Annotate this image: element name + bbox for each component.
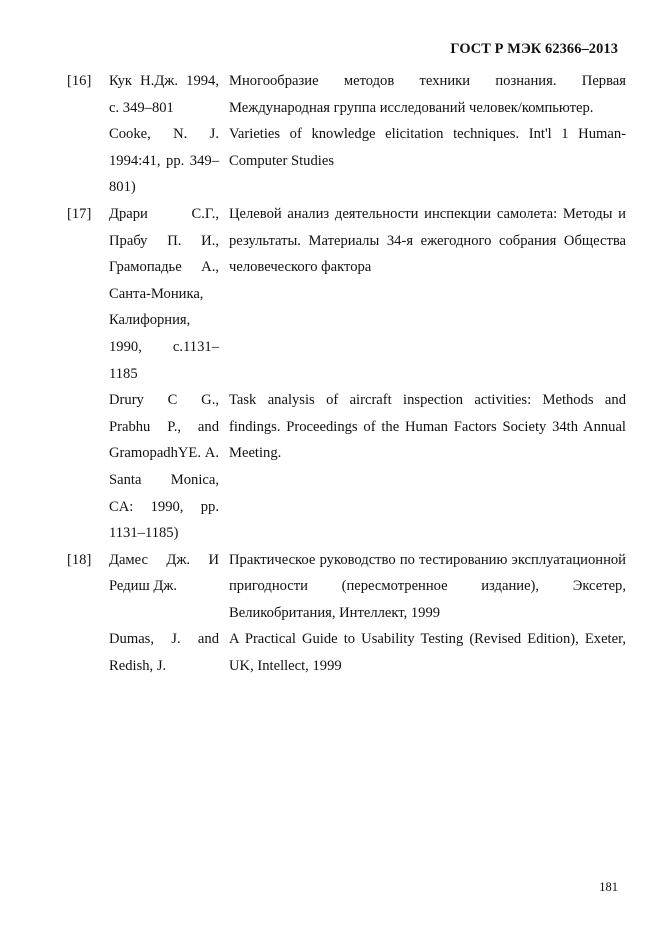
reference-number-spacer: [0, 121, 109, 201]
reference-authors: Кук Н.Дж. 1994, с. 349–801: [109, 73, 219, 116]
reference-row: [0, 626, 662, 679]
reference-authors: Драри С.Г., Прабу П. И., Грамопадье А., Санта-Моника, Калифорния, 1990, с.1131–1185: [109, 205, 219, 382]
reference-number: [17]: [67, 205, 92, 222]
reference-number-spacer: [0, 626, 109, 679]
reference-row: [0, 121, 662, 201]
reference-title: Многообразие методов техники познания. Первая Международная группа исследований человек/компьютер.: [229, 73, 626, 116]
reference-title: Varieties of knowledge elicitation techniques. Int'l 1 Human-Computer Studies: [229, 126, 626, 169]
reference-number: [16]: [67, 73, 92, 89]
reference-row: [0, 201, 662, 387]
reference-entry-16: [0, 68, 662, 201]
reference-row: [0, 547, 662, 627]
reference-authors: Dumas, J. and Redish, J.: [109, 631, 219, 675]
reference-title: Целевой анализ деятельности инспекции самолета: Методы и результаты. Материалы 34-я ежегодного собрания Общества человеческого фактора: [229, 205, 626, 276]
reference-authors: Drury C G., Prabhu P., and GramopadhYE. A. Santa Monica, CA: 1990, pp. 1131–1185): [109, 392, 219, 542]
reference-row: [0, 387, 662, 547]
reference-authors: Cooke, N. J. 1994:41, pp. 349–801): [109, 126, 219, 196]
reference-title: A Practical Guide to Usability Testing (Revised Edition), Exeter, UK, Intellect, 1999: [229, 631, 626, 675]
reference-entry-18: [0, 547, 662, 680]
reference-list: [0, 68, 662, 680]
reference-title: Task analysis of aircraft inspection activities: Methods and findings. Proceedings of the Human Factors Society 34th Annual Meeting.: [229, 392, 626, 462]
document-header: ГОСТ Р МЭК 62366–2013: [450, 41, 618, 57]
reference-title: Практическое руководство по тестированию эксплуатационной пригодности (пересмотренное издание), Эксетер, Великобритания, Интеллект, 1999: [229, 551, 626, 621]
page-number: 181: [599, 880, 618, 894]
reference-row: [0, 68, 662, 121]
reference-number-spacer: [0, 387, 109, 547]
reference-entry-17: [0, 201, 662, 547]
reference-authors: Дамес Дж. И Редиш Дж.: [109, 551, 219, 595]
reference-number: [18]: [67, 551, 92, 568]
